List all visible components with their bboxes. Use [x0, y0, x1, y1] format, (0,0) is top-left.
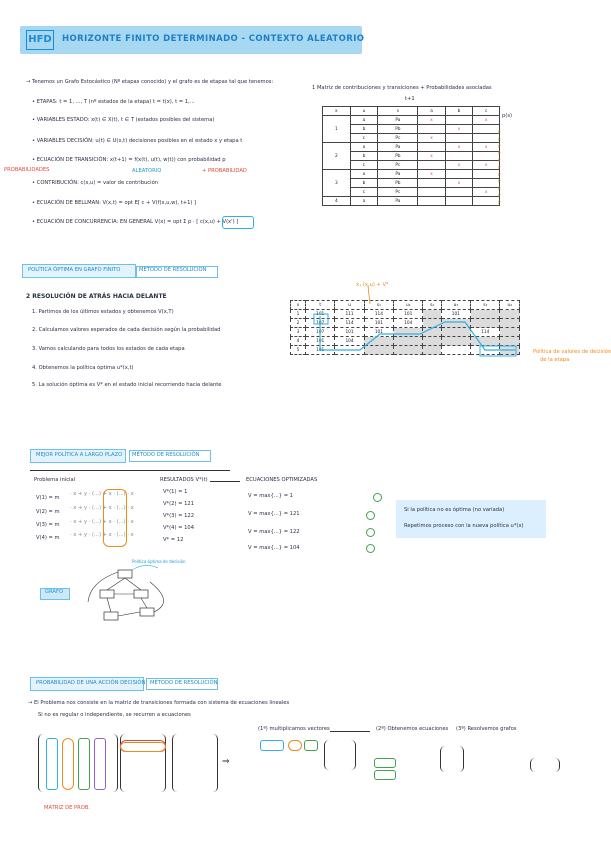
- equation-row: V(4) = m: [36, 535, 60, 541]
- body-text: Si no es regular o independiente, se recurren a ecuaciones: [38, 712, 191, 718]
- check-icon: [366, 528, 375, 537]
- result-row: V*(4) = 104: [163, 525, 195, 531]
- step-item: 1. Partimos de los últimos estados y obtenemos V(x,T): [32, 309, 174, 315]
- table-cell: 111: [335, 310, 364, 319]
- result-row: V*(3) = 122: [163, 513, 195, 519]
- result-row: V*(2) = 121: [163, 501, 195, 507]
- table-cell: 104: [335, 337, 364, 346]
- side-note: de la etapa: [540, 357, 570, 363]
- table-cell: 101: [364, 328, 393, 337]
- matrix-column-highlight: [94, 738, 106, 790]
- info-line: Repetimos proceso con la nueva política u*(x): [404, 523, 524, 529]
- equation-detail: · x + y · (...) + x · (...) · x: [70, 532, 134, 538]
- column-title: ECUACIONES OPTIMIZADAS: [246, 477, 318, 483]
- info-line: Si la política no es óptima (no variada): [404, 507, 505, 513]
- list-item: • VARIABLES ESTADO: x(t) ∈ X(t), t ∈ T (estados posibles del sistema): [32, 117, 215, 123]
- intro-text: → Tenemos un Grafo Estocástico (Nº etapas conocido) y el grafo es de etapas tal que tenemos:: [26, 79, 274, 85]
- equation-row: V(3) = m: [36, 522, 60, 528]
- optimized-row: V = max{...} = 104: [248, 545, 300, 551]
- equation-detail: · x + y · (...) + x · (...) · x: [70, 519, 134, 525]
- section-subtitle: MÉTODO DE RESOLUCIÓN: [139, 267, 207, 273]
- list-item: • ETAPAS: t = 1, ..., T (nº estados de la etapa) t = t(x), t = 1,...: [32, 99, 195, 105]
- optimal-path-overlay: [300, 290, 530, 370]
- section-header-label: POLÍTICA ÓPTIMA EN GRAFO FINITO: [28, 267, 121, 273]
- term-box: [260, 740, 284, 751]
- list-item: • CONTRIBUCIÓN: c(x,u) = valor de contribución: [32, 180, 159, 186]
- matrix-column-highlight: [78, 738, 90, 790]
- result-box: [530, 758, 560, 772]
- section-subtitle: MÉTODO DE RESOLUCIÓN: [132, 452, 200, 458]
- table-cell: 101: [441, 310, 470, 319]
- result-row: V* = 12: [163, 537, 184, 543]
- matrix: [172, 734, 218, 792]
- table-cell: 101: [306, 337, 335, 346]
- list-item: • VARIABLES DECISIÓN: u(t) ∈ U(x,t) decisiones posibles en el estado x y etapa t: [32, 138, 243, 144]
- table-cell: 107: [306, 319, 335, 328]
- table-cell: 101: [306, 346, 335, 355]
- table-cell: 114: [335, 319, 364, 328]
- step-item: 5. La solución óptima es V* en el estado inicial recorriendo hacia delante: [32, 382, 222, 388]
- subtitle-box: [146, 678, 218, 690]
- vector: [440, 746, 464, 772]
- formula-box: [222, 216, 254, 229]
- step-title: 2 RESOLUCIÓN DE ATRÁS HACIA DELANTE: [26, 293, 167, 300]
- matrix-column-highlight: [46, 738, 58, 790]
- term-box: [374, 770, 396, 780]
- arrow-line: [330, 731, 370, 732]
- subtitle-box: [129, 450, 211, 462]
- vector: [324, 740, 356, 770]
- optimized-row: V = max{...} = 122: [248, 529, 300, 535]
- body-text: → El Problema nos consiste en la matriz de transiciones formada con sistema de ecuaciones lineales: [28, 700, 290, 706]
- term-box: [374, 758, 396, 768]
- graph-note: Política óptima de decisión: [132, 559, 186, 564]
- section-header: [30, 449, 126, 463]
- table-cell: 107: [306, 328, 335, 337]
- equation-row: V(2) = m: [36, 509, 60, 515]
- table-cell: 101: [394, 310, 423, 319]
- backward-table: x t u s₁ u₂ s₂ u₃ s₃ u₄ 1 101 111 114 101 101 2 107 114 101 104 3 107 101 101 114 4 101 104 5 101: [290, 300, 520, 355]
- check-icon: [366, 511, 375, 520]
- transition-table: x u s a b c 1 a Pa x x b Pb x c Pc x 2 a Pa x x b Pb x c Pc x x 3 a Pa x b Pb x c Pc x 4 a Pa: [322, 106, 500, 206]
- table-cell: 101: [335, 328, 364, 337]
- check-icon: [373, 493, 382, 502]
- section-header-label: MEJOR POLÍTICA A LARGO PLAZO: [36, 452, 123, 458]
- check-icon: [366, 544, 375, 553]
- table-cell: 101: [364, 319, 393, 328]
- matrix-row-highlight: [120, 742, 166, 752]
- section-subtitle: MÉTODO DE RESOLUCIÓN: [150, 680, 218, 686]
- list-item: • ECUACIÓN DE CONCURRENCIA: EN GENERAL V(x) = opt Σ p · [ c(x,u) + V(x') ]: [32, 219, 239, 225]
- table-title: 1 Matriz de contribuciones y transiciones + Probabilidades asociadas: [312, 85, 492, 91]
- equation-row: V(1) = m: [36, 495, 60, 501]
- graph-label: GRAFO: [45, 589, 64, 595]
- step-item: 3. Vamos calculando para todos los estados de cada etapa: [32, 346, 185, 352]
- section-code: HFD: [26, 30, 54, 50]
- step-item: 4. Obtenemos la política óptima u*(x,t): [32, 365, 134, 371]
- side-note: PROBABILIDADES: [4, 167, 50, 173]
- arrow-icon: ⇒: [222, 757, 230, 767]
- optimized-row: V = max{...} = 1: [248, 493, 293, 499]
- arrow-line: [210, 481, 240, 482]
- matrix-column-highlight: [62, 738, 74, 790]
- table-subtitle: t+1: [405, 96, 415, 102]
- result-row: V*(1) = 1: [163, 489, 188, 495]
- probability-column: p p p p p p p p p p p: [498, 129, 501, 204]
- list-item: • ECUACIÓN DE TRANSICIÓN: x(t+1) = f(x(t), u(t), w(t)) con probabilidad p: [32, 157, 226, 163]
- table-cell: 101: [316, 311, 325, 317]
- table-cell: 114: [471, 328, 500, 337]
- matrix-note: MATRIZ DE PROB.: [44, 805, 91, 811]
- section-header: [22, 264, 136, 278]
- column-title: Problema inicial: [34, 477, 76, 483]
- step-label: (3º) Resolvemos grafos: [456, 726, 517, 732]
- step-label: (1º) multiplicamos vectores: [258, 726, 330, 732]
- step-label: (2º) Obtenemos ecuaciones: [376, 726, 449, 732]
- page-title: HORIZONTE FINITO DETERMINADO - CONTEXTO ALEATORIO: [62, 34, 365, 44]
- list-item: • ECUACIÓN DE BELLMAN: V(x,t) = opt E[ c + V(f(x,u,w), t+1) ]: [32, 200, 197, 206]
- divider: [30, 470, 230, 471]
- inline-note: + PROBABILIDAD: [202, 168, 247, 174]
- info-box: [396, 500, 546, 538]
- section-header: [30, 677, 144, 691]
- column-title: RESULTADOS V*(t): [160, 477, 208, 483]
- subtitle-box: [136, 266, 218, 278]
- inline-highlight: ALEATORIO: [132, 168, 162, 174]
- table-cell: 104: [394, 319, 423, 328]
- equation-detail: · x + y · (...) + x · (...) · x: [70, 491, 134, 497]
- formula-label: x₁ (x,u) + V*: [356, 282, 389, 288]
- side-note: Política de valores de decisión: [533, 349, 611, 355]
- table-prob-label: p(s): [502, 113, 513, 119]
- step-item: 2. Calculamos valores esperados de cada decisión según la probabilidad: [32, 327, 221, 333]
- equation-detail: · x + y · (...) + x · (...) · x: [70, 505, 134, 511]
- table-cell: 114: [364, 310, 393, 319]
- term-box: [288, 740, 302, 751]
- term-box: [304, 740, 318, 751]
- optimized-row: V = max{...} = 121: [248, 511, 300, 517]
- section-header-label: PROBABILIDAD DE UNA ACCIÓN DECISIÓN: [36, 680, 146, 686]
